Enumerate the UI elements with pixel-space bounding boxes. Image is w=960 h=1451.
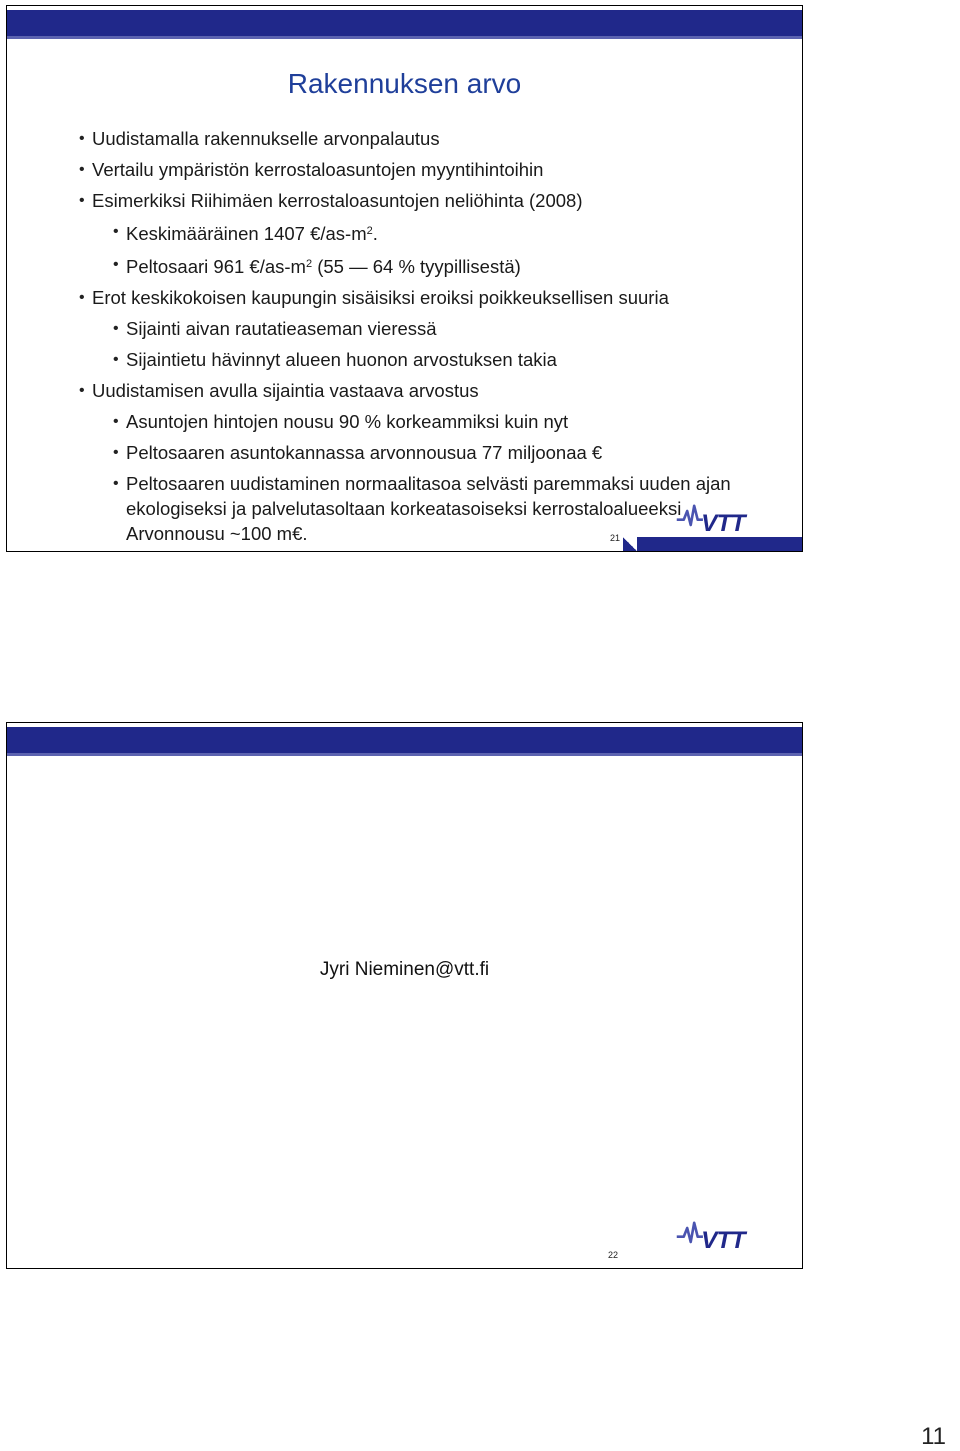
sub-bullet-continuation: Arvonnousu ~100 m€. xyxy=(126,523,308,544)
vtt-logo-text: VTT xyxy=(701,1227,745,1251)
sub-bullet-item: • Peltosaari 961 $€/as-m^2$ (55 — 64 % tyypillisestä) xyxy=(79,249,799,282)
vtt-logo xyxy=(675,1219,771,1251)
bullet-item: • Erot keskikokoisen kaupungin sisäisiksi eroiksi poikkeuksellisen suuria xyxy=(79,282,799,313)
sub-bullet-item: • Asuntojen hintojen nousu 90 % korkeammiksi kuin nyt xyxy=(79,406,799,437)
slide-21 xyxy=(6,5,803,552)
slide-page-number: 22 xyxy=(608,1250,619,1260)
bullet-item: • Uudistamalla rakennukselle arvonpalautus xyxy=(79,123,799,154)
vtt-logo xyxy=(675,502,771,534)
slide-page-number: 21 xyxy=(610,533,621,543)
slide-title: Rakennuksen arvo xyxy=(287,68,522,99)
bullet-item: • Esimerkiksi Riihimäen kerrostaloasuntojen neliöhinta (2008) xyxy=(79,185,799,216)
slide-header-bar xyxy=(7,723,802,757)
vtt-logo-text: VTT xyxy=(701,510,745,534)
bullet-item: • Uudistamisen avulla sijaintia vastaava arvostus xyxy=(79,375,799,406)
document-page-number: 11 xyxy=(921,1423,946,1450)
sub-bullet-item: • Peltosaaren uudistaminen normaalitasoa selvästi paremmaksi uuden ajan ekologiseksi ja palvelutasoltaan korkeatasoiseksi kerrostaloalueeksi xyxy=(79,468,791,521)
slide-22 xyxy=(6,722,803,1269)
bullet-item: • Vertailu ympäristön kerrostaloasuntojen myyntihintoihin xyxy=(79,154,799,185)
bullet-list xyxy=(79,123,799,546)
slide-footer-bar xyxy=(637,537,802,551)
sub-bullet-item: • Keskimääräinen 1407 $€/as-m^2$. xyxy=(79,216,799,249)
sub-bullet-item: • Peltosaaren asuntokannassa arvonnousua 77 miljoonaa € xyxy=(79,437,799,468)
sub-bullet-item: • Sijaintietu hävinnyt alueen huonon arvostuksen takia xyxy=(79,344,799,375)
sub-bullet-item: • Sijainti aivan rautatieaseman vieressä xyxy=(79,313,799,344)
contact-email: Jyri Nieminen@vtt.fi xyxy=(319,959,490,980)
slide-header-bar xyxy=(7,6,802,40)
